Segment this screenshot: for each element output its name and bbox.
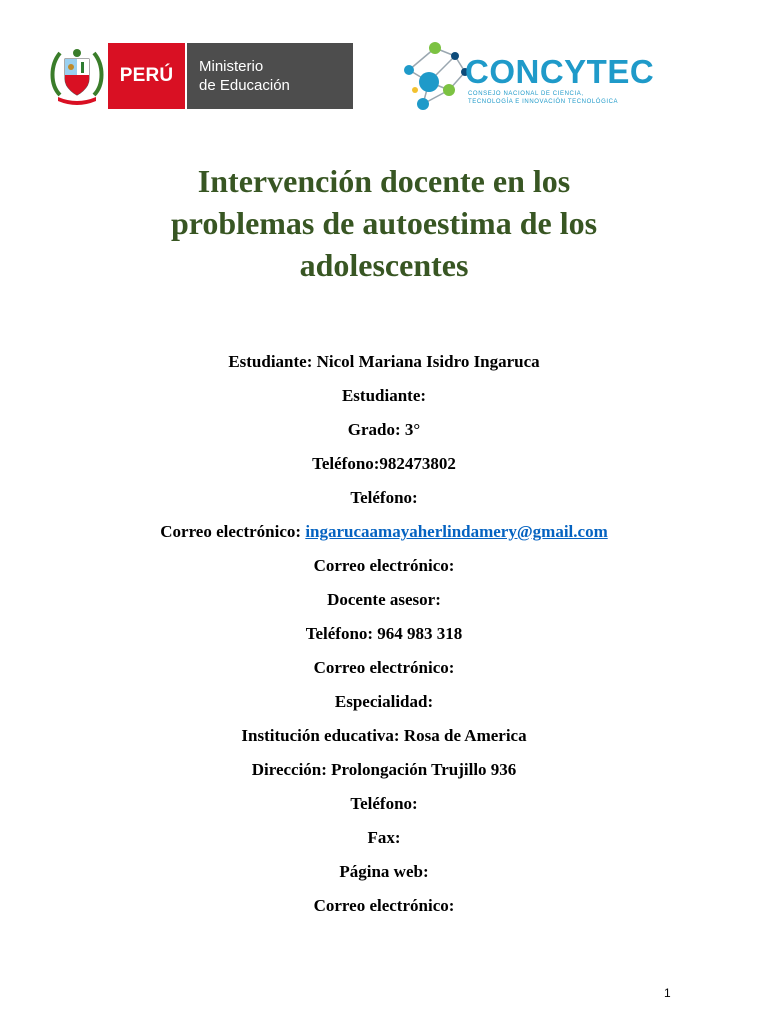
ministry-name-line1: Ministerio bbox=[199, 58, 264, 75]
minedu-logo bbox=[46, 43, 353, 109]
concytec-logo bbox=[385, 18, 670, 136]
student-info-block bbox=[60, 348, 708, 926]
info-line-phone: Teléfono:982473802 bbox=[312, 454, 456, 473]
peru-coat-of-arms-icon bbox=[46, 43, 108, 109]
info-line-grade: Grado: 3° bbox=[347, 420, 421, 439]
info-line-website: Página web: bbox=[339, 862, 429, 881]
info-line-advisor-phone: Teléfono: 964 983 318 bbox=[305, 624, 463, 643]
info-line-student-name: Estudiante: Nicol Mariana Isidro Ingaruca bbox=[228, 352, 540, 371]
info-line-advisor-email: Correo electrónico: bbox=[313, 658, 455, 677]
info-line-phone-empty: Teléfono: bbox=[350, 488, 418, 507]
document-title-line2: problemas de autoestima de los bbox=[170, 205, 598, 241]
document-title-line1: Intervención docente en los bbox=[197, 163, 571, 199]
page-number: 1 bbox=[664, 986, 671, 1000]
concytec-subtitle bbox=[468, 90, 618, 106]
info-line-advisor: Docente asesor: bbox=[327, 590, 441, 609]
ministry-name-line2: de Educación bbox=[199, 77, 290, 94]
document-title-line3: adolescentes bbox=[299, 247, 469, 283]
info-line-address: Dirección: Prolongación Trujillo 936 bbox=[251, 760, 517, 779]
info-line-institution-email: Correo electrónico: bbox=[313, 896, 455, 915]
info-line-fax: Fax: bbox=[367, 828, 401, 847]
info-line-institution-phone: Teléfono: bbox=[350, 794, 418, 813]
email-label: Correo electrónico: bbox=[160, 522, 306, 541]
info-line-student: Estudiante: bbox=[341, 386, 427, 405]
peru-brand-label: PERÚ bbox=[108, 43, 185, 109]
document-title bbox=[100, 160, 668, 286]
concytec-wordmark: CONCYTEC bbox=[465, 53, 655, 90]
ministry-name bbox=[185, 43, 353, 109]
concytec-subtitle-line1: CONSEJO NACIONAL DE CIENCIA, bbox=[468, 91, 584, 97]
email-link[interactable]: ingarucaamayaherlindamery@gmail.com bbox=[305, 522, 608, 541]
info-line-email-empty: Correo electrónico: bbox=[313, 556, 455, 575]
info-line-institution: Institución educativa: Rosa de America bbox=[241, 726, 527, 745]
concytec-subtitle-line2: TECNOLOGÍA E INNOVACIÓN TECNOLÓGICA bbox=[468, 99, 619, 105]
info-line-email bbox=[60, 518, 708, 552]
info-line-specialty: Especialidad: bbox=[334, 692, 434, 711]
